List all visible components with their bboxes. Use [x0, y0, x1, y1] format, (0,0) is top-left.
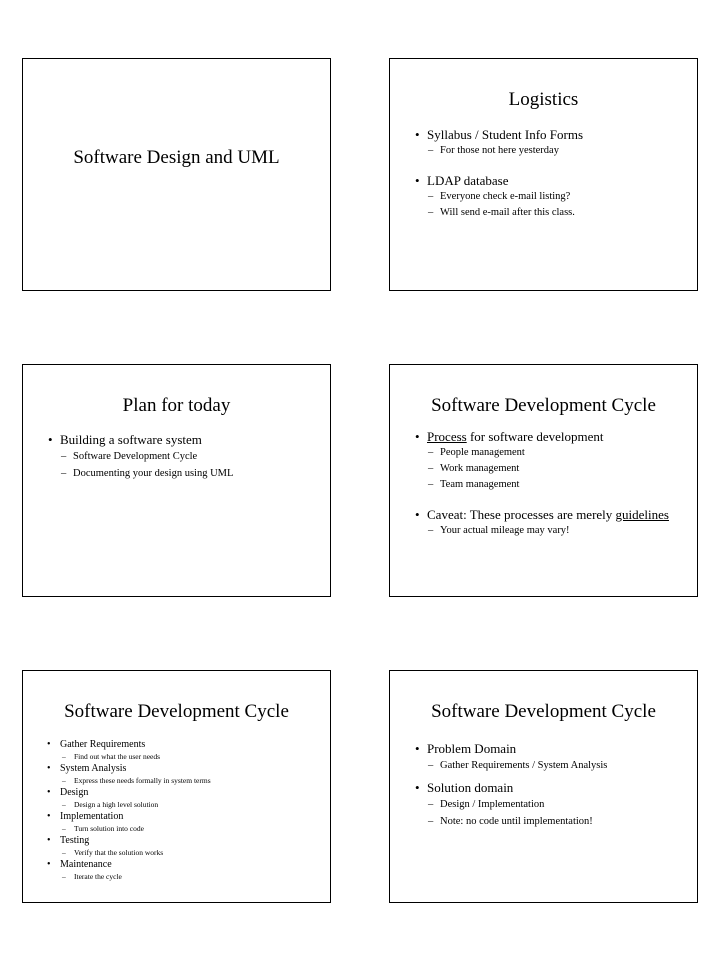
slide-title: Logistics [508, 89, 579, 110]
bullet-item: • Problem Domain [390, 741, 697, 757]
bullet-item: • Solution domain [390, 780, 697, 796]
bullet-group [390, 507, 697, 539]
sub-bullet-item: – Everyone check e-mail listing? [390, 189, 697, 205]
sub-bullet-item: – Your actual mileage may vary! [390, 523, 697, 539]
bullet-item: • Testing [23, 835, 330, 847]
bullet-group [23, 859, 330, 883]
bullet-group [23, 739, 330, 763]
sub-bullet-item: – Work management [390, 461, 697, 477]
sub-bullet-item: – Express these needs formally in system terms [23, 775, 330, 787]
bullet-group [390, 173, 697, 221]
underlined-term: Process [427, 429, 467, 444]
slide-title: Software Development Cycle [64, 701, 289, 722]
slide-5 [22, 670, 331, 903]
bullet-text: Caveat: These processes are merely [427, 507, 616, 522]
sub-bullet-item: – Note: no code until implementation! [390, 813, 697, 830]
sub-bullet-item: – Design a high level solution [23, 799, 330, 811]
bullet-item: • Design [23, 787, 330, 799]
bullet-item: • LDAP database [390, 173, 697, 189]
bullet-group [23, 811, 330, 835]
bullet-group [390, 429, 697, 493]
bullet-text: for software development [466, 429, 604, 444]
bullet-list [390, 741, 697, 830]
sub-bullet-item: – Documenting your design using UML [23, 465, 330, 482]
slide-1 [22, 58, 331, 291]
bullet-group [23, 431, 330, 482]
bullet-item: • Gather Requirements [23, 739, 330, 751]
bullet-list [390, 127, 697, 221]
sub-bullet-item: – Team management [390, 477, 697, 493]
bullet-item: • Implementation [23, 811, 330, 823]
slide-title: Plan for today [122, 395, 231, 416]
sub-bullet-item: – Software Development Cycle [23, 448, 330, 465]
bullet-item: • Maintenance [23, 859, 330, 871]
bullet-group [23, 787, 330, 811]
slide-6 [389, 670, 698, 903]
slide-3 [22, 364, 331, 597]
sub-bullet-item: – Gather Requirements / System Analysis [390, 757, 697, 774]
bullet-group [390, 741, 697, 774]
slide-title: Software Development Cycle [431, 395, 656, 416]
bullet-group [23, 763, 330, 787]
bullet-item: • System Analysis [23, 763, 330, 775]
sub-bullet-item: – Iterate the cycle [23, 871, 330, 883]
bullet-list [23, 431, 330, 482]
sub-bullet-item: – For those not here yesterday [390, 143, 697, 159]
slide-2 [389, 58, 698, 291]
sub-bullet-item: – People management [390, 445, 697, 461]
sub-bullet-item: – Design / Implementation [390, 796, 697, 813]
underlined-term: guidelines [615, 507, 669, 522]
sub-bullet-item: – Verify that the solution works [23, 847, 330, 859]
bullet-group [390, 780, 697, 830]
bullet-list [390, 429, 697, 539]
bullet-list [23, 739, 330, 883]
bullet-item [390, 507, 697, 523]
bullet-item: • Building a software system [23, 431, 330, 448]
sub-bullet-item: – Will send e-mail after this class. [390, 205, 697, 221]
sub-bullet-item: – Turn solution into code [23, 823, 330, 835]
sub-bullet-item: – Find out what the user needs [23, 751, 330, 763]
bullet-group [390, 127, 697, 159]
slide-title: Software Development Cycle [431, 701, 656, 722]
bullet-item: • Syllabus / Student Info Forms [390, 127, 697, 143]
bullet-group [23, 835, 330, 859]
slide-title: Software Design and UML [73, 147, 280, 168]
bullet-item [390, 429, 697, 445]
slide-4 [389, 364, 698, 597]
